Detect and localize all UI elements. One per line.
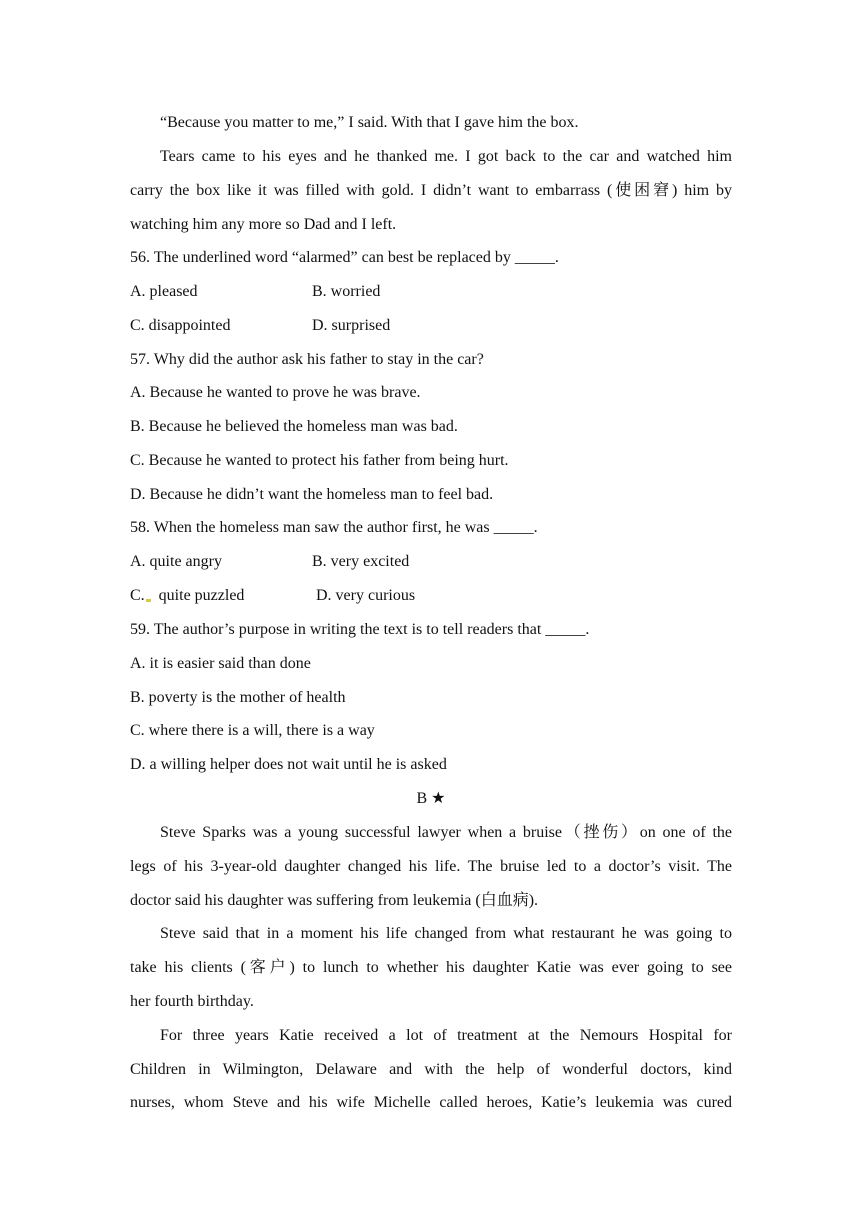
option-59-a: A. it is easier said than done	[130, 655, 311, 672]
option-58-a: A. quite angry	[130, 553, 222, 570]
option-56-a: A. pleased	[130, 283, 198, 300]
option-57-c: C. Because he wanted to protect his father from being hurt.	[130, 452, 509, 469]
options-row	[130, 552, 732, 572]
passage-a-paragraph: watching him any more so Dad and I left.	[130, 216, 397, 233]
option-58-c-prefix: C.	[130, 587, 145, 604]
highlight-mark	[146, 599, 151, 602]
option-58-d: D. very curious	[316, 587, 416, 604]
option-56-b: B. worried	[312, 283, 381, 300]
option-58-b: B. very excited	[312, 553, 410, 570]
passage-b-paragraph: legs of his 3-year-old daughter changed his life. The bruise led to a doctor’s visit. The	[130, 858, 732, 875]
option-56-d: D. surprised	[312, 317, 391, 334]
options-row	[130, 586, 732, 606]
option-57-a: A. Because he wanted to prove he was brave.	[130, 384, 421, 401]
question-57: 57. Why did the author ask his father to stay in the car?	[130, 351, 484, 368]
passage-b-paragraph: Steve Sparks was a young successful lawyer when a bruise（挫伤）on one of the	[160, 824, 732, 841]
passage-b-paragraph: nurses, whom Steve and his wife Michelle called heroes, Katie’s leukemia was cured	[130, 1094, 732, 1111]
option-59-b: B. poverty is the mother of health	[130, 689, 346, 706]
passage-b-paragraph: For three years Katie received a lot of treatment at the Nemours Hospital for	[160, 1027, 732, 1044]
passage-b-paragraph: doctor said his daughter was suffering from leukemia (白血病).	[130, 892, 539, 909]
passage-b-paragraph: Children in Wilmington, Delaware and with the help of wonderful doctors, kind	[130, 1061, 732, 1078]
question-59: 59. The author’s purpose in writing the text is to tell readers that _____.	[130, 621, 590, 638]
option-57-d: D. Because he didn’t want the homeless man to feel bad.	[130, 486, 494, 503]
question-56: 56. The underlined word “alarmed” can best be replaced by _____.	[130, 249, 559, 266]
option-57-b: B. Because he believed the homeless man was bad.	[130, 418, 458, 435]
passage-a-paragraph: carry the box like it was filled with gold. I didn’t want to embarrass (使困窘) him by	[130, 182, 732, 199]
question-58: 58. When the homeless man saw the author first, he was _____.	[130, 519, 538, 536]
passage-b-paragraph: take his clients (客户) to lunch to whether his daughter Katie was ever going to see	[130, 959, 732, 976]
section-heading-b: B ★	[416, 790, 446, 807]
passage-b-paragraph: Steve said that in a moment his life changed from what restaurant he was going to	[160, 925, 732, 942]
option-59-c: C. where there is a will, there is a way	[130, 722, 375, 739]
option-58-c: quite puzzled	[158, 587, 245, 604]
options-row	[130, 282, 732, 302]
passage-a-paragraph: “Because you matter to me,” I said. With that I gave him the box.	[160, 114, 579, 131]
option-56-c: C. disappointed	[130, 317, 231, 334]
passage-a-paragraph: Tears came to his eyes and he thanked me. I got back to the car and watched him	[160, 148, 732, 165]
passage-b-paragraph: her fourth birthday.	[130, 993, 254, 1010]
option-59-d: D. a willing helper does not wait until he is asked	[130, 756, 447, 773]
options-row	[130, 316, 732, 336]
